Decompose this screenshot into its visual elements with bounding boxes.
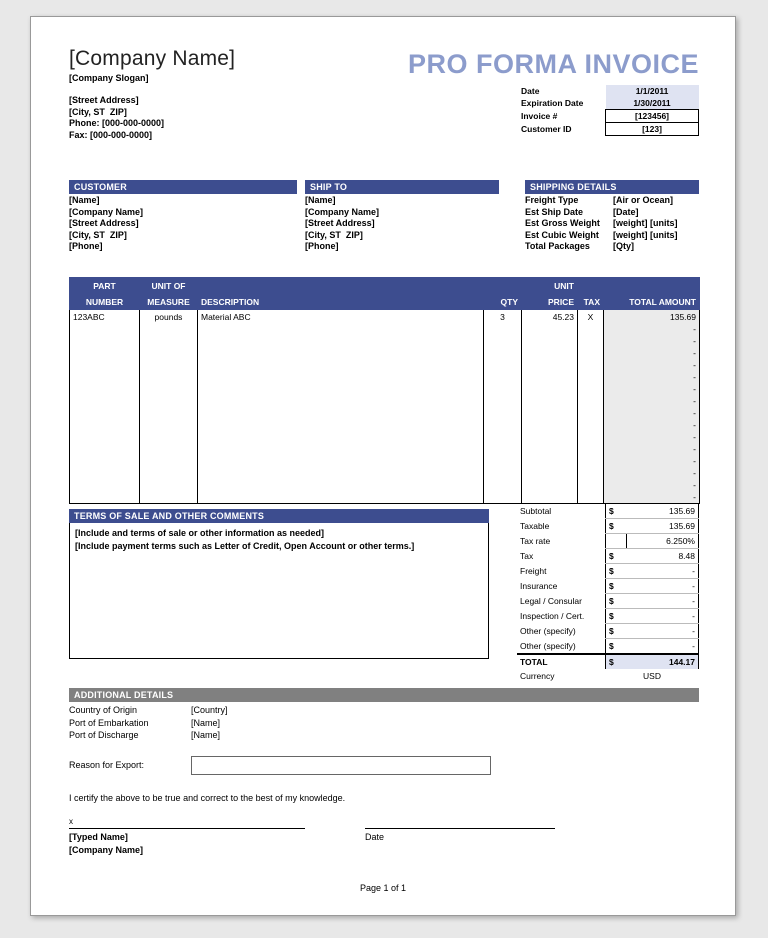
meta-row-customer-id [521, 123, 699, 136]
ship-to-line-phone: [Phone] [305, 241, 339, 251]
shipping-row-total-packages [525, 241, 699, 253]
table-row[interactable] [70, 335, 700, 347]
detail-value-country-of-origin: [Country] [191, 705, 228, 715]
detail-label-port-of-embarkation: Port of Embarkation [69, 717, 149, 728]
cell-unit-price[interactable] [522, 479, 578, 491]
shipping-row-est-ship-date [525, 207, 699, 219]
detail-label-port-of-discharge: Port of Discharge [69, 730, 139, 740]
cell-total-amount: - [604, 491, 700, 504]
cell-description[interactable] [198, 431, 484, 443]
meta-label-expiration-date: Expiration Date [521, 98, 584, 109]
table-row[interactable] [70, 455, 700, 467]
cell-description[interactable] [198, 419, 484, 431]
ship-to-line-city: [City, ST ZIP] [305, 229, 363, 240]
table-row[interactable] [70, 359, 700, 371]
cell-part-number[interactable] [70, 371, 140, 383]
totals-row-other-specify-8 [517, 624, 699, 639]
signature-typed-name: [Typed Name] [69, 831, 128, 842]
cell-part-number[interactable] [70, 395, 140, 407]
totals-currency-symbol [606, 534, 627, 549]
cell-unit-of-measure[interactable] [140, 431, 198, 443]
totals-label-currency: Currency [520, 671, 555, 681]
signature-block [69, 817, 305, 856]
signature-date-label: Date [365, 831, 385, 842]
cell-total-amount: - [604, 455, 700, 467]
cell-qty[interactable] [484, 491, 522, 504]
totals-row-insurance [517, 579, 699, 594]
meta-label-date: Date [521, 86, 540, 96]
totals-row-legal-consular [517, 594, 699, 609]
cell-unit-of-measure[interactable] [140, 419, 198, 431]
totals-value-legal-consular[interactable]: - [626, 594, 699, 609]
cell-qty[interactable] [484, 419, 522, 431]
cell-qty[interactable] [484, 359, 522, 371]
table-row[interactable] [70, 323, 700, 335]
cell-part-number[interactable] [70, 407, 140, 419]
cell-tax[interactable] [578, 467, 604, 479]
shipping-row-freight-type [525, 195, 699, 207]
col-description: DESCRIPTION [198, 294, 484, 310]
company-city: [City, ST ZIP] [69, 106, 127, 117]
totals-row-tax [517, 549, 699, 564]
signature-x-mark: x [69, 816, 73, 826]
col-unit-measure-1: UNIT OF [140, 278, 198, 294]
cell-part-number[interactable] [70, 383, 140, 395]
customer-line-name: [Name] [69, 195, 100, 205]
cell-qty[interactable] [484, 431, 522, 443]
cell-qty[interactable] [484, 479, 522, 491]
shipping-row-est-cubic-weight [525, 230, 699, 242]
totals-row-subtotal [517, 504, 699, 519]
col-spacer-qty [484, 278, 522, 294]
additional-details-rows [69, 704, 699, 742]
cell-description[interactable] [198, 479, 484, 491]
cell-unit-of-measure[interactable]: pounds [140, 310, 198, 324]
cell-part-number[interactable] [70, 455, 140, 467]
totals-value-taxable[interactable]: 135.69 [626, 519, 699, 534]
cell-total-amount: - [604, 347, 700, 359]
shipping-value-est-ship-date: [Date] [613, 206, 639, 217]
totals-label-tax-rate: Tax rate [520, 536, 551, 546]
cell-qty[interactable]: 3 [484, 310, 522, 324]
totals-label-subtotal: Subtotal [520, 506, 552, 517]
cell-qty[interactable] [484, 395, 522, 407]
totals-row-tax-rate [517, 534, 699, 549]
cell-unit-of-measure[interactable] [140, 395, 198, 407]
customer-heading: CUSTOMER [69, 180, 297, 194]
page-footer: Page 1 of 1 [359, 883, 407, 893]
cell-description[interactable] [198, 347, 484, 359]
cell-unit-price[interactable] [522, 335, 578, 347]
cell-total-amount: - [604, 323, 700, 335]
meta-label-customer-id: Customer ID [521, 124, 572, 134]
cell-description[interactable] [198, 383, 484, 395]
ship-to-lines [305, 194, 499, 253]
terms-textbox[interactable] [69, 523, 489, 659]
detail-row-port-of-embarkation [69, 717, 699, 730]
table-row[interactable] [70, 371, 700, 383]
totals-value-inspection-cert[interactable]: - [626, 609, 699, 624]
cell-unit-price[interactable] [522, 419, 578, 431]
cell-unit-price[interactable] [522, 323, 578, 335]
table-row[interactable] [70, 395, 700, 407]
cell-unit-of-measure[interactable] [140, 359, 198, 371]
totals-currency-symbol: $ [606, 504, 627, 519]
table-row[interactable] [70, 419, 700, 431]
cell-unit-of-measure[interactable] [140, 455, 198, 467]
shipping-value-est-cubic-weight: [weight] [units] [613, 229, 678, 240]
shipping-label-est-ship-date: Est Ship Date [525, 206, 584, 217]
detail-row-country-of-origin [69, 704, 699, 717]
cell-tax[interactable] [578, 419, 604, 431]
cell-unit-price[interactable]: 45.23 [522, 310, 578, 324]
company-street: [Street Address] [69, 95, 139, 105]
totals-label-other-specify-8: Other (specify) [520, 626, 576, 636]
cell-part-number[interactable] [70, 467, 140, 479]
meta-value-invoice-number[interactable]: [123456] [606, 110, 699, 123]
detail-value-port-of-embarkation: [Name] [191, 717, 221, 728]
cell-total-amount: - [604, 467, 700, 479]
col-total-amount: TOTAL AMOUNT [604, 294, 700, 310]
totals-currency-symbol: $ [606, 609, 627, 624]
shipping-value-freight-type: [Air or Ocean] [613, 195, 674, 205]
meta-row-invoice-number [521, 110, 699, 123]
totals-block [517, 504, 699, 683]
cell-unit-of-measure[interactable] [140, 479, 198, 491]
cell-total-amount: - [604, 395, 700, 407]
cell-unit-of-measure[interactable] [140, 491, 198, 504]
certification-text: I certify the above to be true and correct to the best of my knowledge. [69, 792, 346, 803]
signature-date-spacer [365, 817, 555, 828]
cell-qty[interactable] [484, 407, 522, 419]
cell-description[interactable] [198, 359, 484, 371]
cell-unit-price[interactable] [522, 443, 578, 455]
cell-unit-price[interactable] [522, 407, 578, 419]
col-tax: TAX [578, 294, 604, 310]
cell-qty[interactable] [484, 443, 522, 455]
shipping-label-total-packages: Total Packages [525, 241, 590, 251]
invoice-body [69, 47, 699, 877]
cell-qty[interactable] [484, 347, 522, 359]
totals-value-other-specify-8[interactable]: - [626, 624, 699, 639]
additional-details-heading: ADDITIONAL DETAILS [69, 688, 699, 702]
parties-section [69, 180, 699, 268]
totals-label-legal-consular: Legal / Consular [520, 596, 582, 606]
cell-unit-price[interactable] [522, 347, 578, 359]
shipping-details-block [525, 180, 699, 253]
cell-total-amount: - [604, 371, 700, 383]
signature-company-name: [Company Name] [69, 844, 144, 855]
terms-and-totals [69, 504, 699, 682]
cell-description[interactable] [198, 371, 484, 383]
ship-to-heading: SHIP TO [305, 180, 499, 194]
totals-value-tax-rate[interactable]: 6.250% [626, 534, 699, 549]
cell-unit-price[interactable] [522, 455, 578, 467]
cell-total-amount: - [604, 383, 700, 395]
cell-unit-of-measure[interactable] [140, 347, 198, 359]
totals-currency-symbol-total: $ [606, 654, 627, 669]
detail-row-port-of-discharge [69, 729, 699, 742]
totals-row-other-specify-9 [517, 639, 699, 655]
invoice-page [30, 16, 736, 916]
cell-part-number[interactable] [70, 443, 140, 455]
cell-part-number[interactable] [70, 359, 140, 371]
totals-label-taxable: Taxable [520, 521, 550, 531]
reason-for-export-label: Reason for Export: [69, 760, 145, 770]
cell-tax[interactable] [578, 359, 604, 371]
shipping-details-rows [525, 194, 699, 253]
cell-tax[interactable] [578, 491, 604, 504]
customer-line-phone: [Phone] [69, 241, 103, 251]
customer-line-company: [Company Name] [69, 206, 144, 217]
document-header [69, 47, 699, 172]
cell-part-number[interactable] [70, 479, 140, 491]
cell-total-amount: - [604, 479, 700, 491]
cell-description[interactable]: Material ABC [198, 310, 484, 324]
cell-description[interactable] [198, 491, 484, 504]
terms-heading: TERMS OF SALE AND OTHER COMMENTS [69, 509, 489, 523]
cell-part-number[interactable] [70, 419, 140, 431]
meta-value-date[interactable]: 1/1/2011 [606, 85, 699, 97]
col-spacer-amount [604, 278, 700, 294]
terms-block [69, 509, 489, 659]
cell-total-amount: - [604, 419, 700, 431]
cell-unit-price[interactable] [522, 491, 578, 504]
cell-total-amount: - [604, 407, 700, 419]
totals-currency-symbol: $ [606, 594, 627, 609]
cell-qty[interactable] [484, 371, 522, 383]
cell-description[interactable] [198, 335, 484, 347]
signature-date-block [365, 817, 555, 843]
cell-tax[interactable] [578, 335, 604, 347]
cell-description[interactable] [198, 443, 484, 455]
cell-part-number[interactable] [70, 323, 140, 335]
cell-description[interactable] [198, 467, 484, 479]
shipping-label-freight-type: Freight Type [525, 195, 579, 205]
table-row[interactable] [70, 491, 700, 504]
company-phone: Phone: [000-000-0000] [69, 118, 165, 128]
totals-currency-symbol: $ [606, 519, 627, 534]
totals-row-freight [517, 564, 699, 579]
totals-label-insurance: Insurance [520, 581, 558, 591]
additional-details-block [69, 688, 699, 877]
table-row[interactable] [70, 467, 700, 479]
cell-part-number[interactable]: 123ABC [70, 310, 140, 324]
totals-label-freight: Freight [520, 566, 547, 576]
cell-total-amount: - [604, 359, 700, 371]
line-items-body [70, 310, 700, 504]
cell-tax[interactable]: X [578, 310, 604, 324]
totals-value-tax[interactable]: 8.48 [626, 549, 699, 564]
cell-total-amount: 135.69 [604, 310, 700, 324]
cell-tax[interactable] [578, 407, 604, 419]
col-unit-price-2: PRICE [522, 294, 578, 310]
line-items-header [70, 278, 700, 310]
cell-qty[interactable] [484, 455, 522, 467]
meta-label-invoice-number: Invoice # [521, 111, 558, 121]
table-row[interactable] [70, 310, 700, 324]
cell-total-amount: - [604, 443, 700, 455]
cell-unit-of-measure[interactable] [140, 383, 198, 395]
totals-value-subtotal[interactable]: 135.69 [626, 504, 699, 519]
shipping-label-est-cubic-weight: Est Cubic Weight [525, 229, 599, 240]
col-qty: QTY [484, 294, 522, 310]
line-items-table [69, 277, 700, 504]
cell-qty[interactable] [484, 335, 522, 347]
cell-total-amount: - [604, 335, 700, 347]
totals-value-insurance[interactable]: - [626, 579, 699, 594]
table-row[interactable] [70, 407, 700, 419]
cell-description[interactable] [198, 407, 484, 419]
meta-row-expiration-date [521, 97, 699, 110]
cell-total-amount: - [604, 431, 700, 443]
totals-label-total: TOTAL [517, 654, 606, 669]
cell-qty[interactable] [484, 383, 522, 395]
cell-part-number[interactable] [70, 431, 140, 443]
shipping-label-est-gross-weight: Est Gross Weight [525, 218, 600, 228]
totals-label-inspection-cert: Inspection / Cert. [520, 611, 585, 621]
totals-currency-symbol: $ [606, 579, 627, 594]
ship-to-line-street: [Street Address] [305, 218, 375, 228]
company-fax: Fax: [000-000-0000] [69, 129, 153, 140]
cell-part-number[interactable] [70, 491, 140, 504]
totals-row-currency [517, 669, 699, 683]
cell-unit-of-measure[interactable] [140, 371, 198, 383]
shipping-value-est-gross-weight: [weight] [units] [613, 218, 678, 228]
shipping-details-heading: SHIPPING DETAILS [525, 180, 699, 194]
totals-row-total [517, 654, 699, 669]
cell-part-number[interactable] [70, 335, 140, 347]
totals-value-freight[interactable]: - [626, 564, 699, 579]
customer-block [69, 180, 297, 253]
cell-tax[interactable] [578, 383, 604, 395]
table-row[interactable] [70, 347, 700, 359]
ship-to-line-company: [Company Name] [305, 206, 380, 217]
cell-part-number[interactable] [70, 347, 140, 359]
cell-tax[interactable] [578, 371, 604, 383]
cell-unit-price[interactable] [522, 359, 578, 371]
table-row[interactable] [70, 443, 700, 455]
meta-row-date [521, 85, 699, 97]
cell-unit-price[interactable] [522, 383, 578, 395]
table-row[interactable] [70, 479, 700, 491]
cell-unit-price[interactable] [522, 395, 578, 407]
col-spacer-tax [578, 278, 604, 294]
totals-label-other-specify-9: Other (specify) [520, 640, 576, 651]
totals-currency-symbol: $ [606, 549, 627, 564]
totals-value-currency[interactable]: USD [643, 671, 661, 681]
cell-unit-of-measure[interactable] [140, 335, 198, 347]
cell-description[interactable] [198, 395, 484, 407]
company-name: [Company Name] [69, 47, 236, 70]
page-title: PRO FORMA INVOICE [407, 49, 699, 79]
cell-unit-price[interactable] [522, 467, 578, 479]
totals-value-total: 144.17 [626, 654, 699, 669]
cell-tax[interactable] [578, 431, 604, 443]
meta-value-expiration-date[interactable]: 1/30/2011 [606, 97, 699, 110]
cell-unit-of-measure[interactable] [140, 443, 198, 455]
customer-line-city: [City, ST ZIP] [69, 229, 127, 240]
cell-tax[interactable] [578, 443, 604, 455]
col-part-number-1: PART [70, 278, 140, 294]
customer-lines [69, 194, 297, 253]
signature-section [69, 817, 699, 877]
totals-currency-symbol: $ [606, 639, 627, 655]
terms-line-2: [Include payment terms such as Letter of Credit, Open Account or other terms.] [75, 541, 415, 551]
reason-for-export-row [69, 756, 699, 775]
totals-row-taxable [517, 519, 699, 534]
ship-to-line-name: [Name] [305, 195, 336, 205]
detail-value-port-of-discharge: [Name] [191, 730, 221, 740]
col-part-number-2: NUMBER [70, 294, 140, 310]
table-row[interactable] [70, 383, 700, 395]
cell-unit-of-measure[interactable] [140, 407, 198, 419]
cell-description[interactable] [198, 455, 484, 467]
ship-to-block [305, 180, 499, 253]
meta-value-customer-id[interactable]: [123] [606, 123, 699, 136]
shipping-value-total-packages: [Qty] [613, 241, 634, 251]
cell-qty[interactable] [484, 323, 522, 335]
cell-tax[interactable] [578, 479, 604, 491]
cell-tax[interactable] [578, 347, 604, 359]
cell-tax[interactable] [578, 323, 604, 335]
reason-for-export-input[interactable] [191, 756, 491, 775]
col-unit-measure-2: MEASURE [140, 294, 198, 310]
table-row[interactable] [70, 431, 700, 443]
col-unit-price-1: UNIT [522, 278, 578, 294]
totals-label-tax: Tax [520, 551, 534, 561]
customer-line-street: [Street Address] [69, 218, 139, 228]
cell-description[interactable] [198, 323, 484, 335]
detail-label-country-of-origin: Country of Origin [69, 705, 138, 715]
company-slogan: [Company Slogan] [69, 73, 149, 83]
cell-unit-price[interactable] [522, 431, 578, 443]
totals-row-inspection-cert [517, 609, 699, 624]
totals-value-other-specify-9[interactable]: - [626, 639, 699, 655]
totals-currency-symbol: $ [606, 564, 627, 579]
cell-tax[interactable] [578, 395, 604, 407]
cell-unit-of-measure[interactable] [140, 323, 198, 335]
terms-line-1: [Include and terms of sale or other information as needed] [75, 528, 325, 538]
cell-tax[interactable] [578, 455, 604, 467]
col-spacer [198, 278, 484, 294]
cell-qty[interactable] [484, 467, 522, 479]
cell-unit-price[interactable] [522, 371, 578, 383]
shipping-row-est-gross-weight [525, 218, 699, 230]
totals-currency-symbol: $ [606, 624, 627, 639]
cell-unit-of-measure[interactable] [140, 467, 198, 479]
invoice-meta [521, 85, 699, 136]
